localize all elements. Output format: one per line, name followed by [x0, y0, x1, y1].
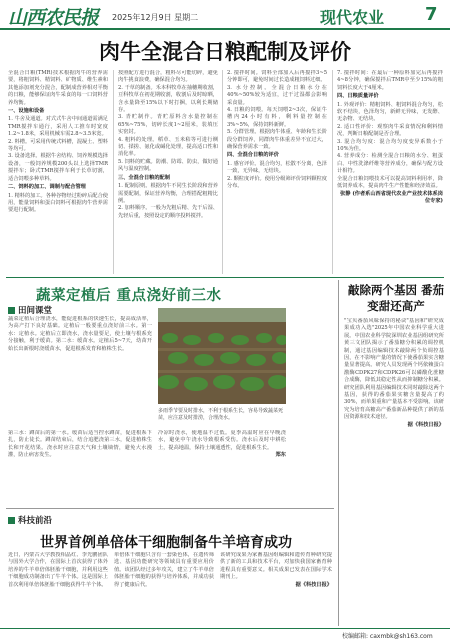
article1-col1-subhead1: 一、设施和设备 [8, 108, 45, 115]
vegetable-field-photo [158, 308, 286, 404]
article1-headline: 肉牛全混合日粮配制及评价 [99, 40, 351, 64]
article1-col3-p6: 1. 感官评价。混合均匀，松散不分离，色泽一致，无异味，无结块。 [227, 160, 327, 175]
article3-body [344, 318, 444, 622]
article3-body-text: "宝贝番茄风味保持的秘诀"基因和"研究成果成功入选"2025年中国农业科学重大进展。中国农业科学院深圳农业基因组研究所黄三文团队揭示了番茄糖分积累的调控机制，通过基因编辑技术敲除两个负调控基因，在不影响产量的情况下使番茄果实含糖量显著提高。研究人员发现两个钙依赖蛋白激酶CDPK27和CDPK26可以磷酸化蔗糖合成酶，降低其稳定性从而抑制糖分积累。研究团队利用基因编辑技术同时敲除这两个基因，获得的番茄果实糖含量提高了约30%，而单果重和产量基本不受影响。该研究为培育高糖高产番茄新品种提供了新的基因资源和技术途径。 [344, 318, 444, 421]
article1-col1-subhead2: 二、饲料的加工、调制与配合管理 [8, 184, 86, 191]
page-number: 7 [425, 4, 438, 25]
column-divider [332, 70, 333, 274]
section-divider [6, 277, 444, 278]
article1-col1-p1: 全混合日粮(TMR)技术根据肉牛的营养需要，将粗饲料、精饲料、矿物质、维生素和其他添加剂充分混合，配制成营养相对平衡的日粮，能够保证肉牛采食的每一口饲料营养均衡。 [8, 70, 108, 106]
square-bullet-icon [8, 517, 15, 524]
article1-col4-p2: 1. 外观评价：精粗饲料、粗饲料混合均匀，松软不结块，色泽均匀，新鲜无异味，无发酵、无杂物、无结块。 [337, 101, 443, 123]
article2-col2: 第三水：蹲苗后的第一水。缓苗后适当控水蹲苗，促进根系下扎，防止徒长。蹲苗结束后，结合追肥浇第三水，促进植株生长和开花结果。浇水时应注意天气和土壤墒情，避免大水漫灌，防止病害发生。 [8, 430, 152, 459]
column-divider [222, 70, 223, 274]
article1-col2-p4: 4. 粗料的处理。稻草、玉米秸等可进行铡切、揉搓、氨化或碱化处理，提高适口性和消化率。 [118, 136, 218, 158]
article1-col3-p1: 2. 搅拌时间。饲料全部加入后再搅拌3~5分钟即可，避免时间过长造成粗饲料过细。 [227, 70, 327, 84]
article2-tag [8, 304, 52, 316]
photo-caption: 多雨季节要及时排水，不利于根系生长，容易导致蔬菜死苗，应注意及时排涝，合理浇水。 [158, 408, 284, 421]
article2-byline: 郑东 [275, 452, 286, 459]
section-title: 现代农业 [320, 8, 385, 27]
vegetable-field-image [158, 308, 286, 404]
article4-byline: 据《科技日报》 [295, 581, 332, 588]
article1-col3 [227, 70, 327, 274]
article1-col2-p7: 2. 加料顺序。一般为先粗后精、先干后湿、先轻后重，按照设定的顺序投料搅拌。 [118, 205, 218, 219]
footer-editor-line: 校编邮箱: caxmbk@sh163.com [342, 633, 433, 640]
article1-col4-p1: 7. 搅拌时间：在最后一种原料加完后再搅拌4~8分钟，确保搅拌后TMR中至少15%的粗饲料长度大于4厘米。 [337, 70, 443, 91]
article1-col4 [337, 70, 443, 274]
column-divider [113, 70, 114, 274]
article4-tag [8, 514, 52, 526]
article1-col3-p3: 4. 日粮的饲喂。每天饲喂2~3次，保证牛槽内24小时有料，剩料量控制在3%~5%，保持饲料新鲜。 [227, 107, 327, 128]
dateline: 2025年12月9日 星期二 [112, 13, 199, 22]
article1-col3-p2: 3. 水分控制。全混合日粮水分在40%~50%较为适宜，过干过湿都会影响采食量。 [227, 84, 327, 106]
article4-col3 [220, 552, 332, 624]
article1-col4-subhead1: 四、日粮质量评价 [337, 93, 379, 100]
article1-col2-subhead1: 三、全混合日粮的配制 [118, 174, 170, 181]
article4-tag-label: 科技前沿 [18, 516, 53, 526]
masthead [0, 0, 450, 30]
square-bullet-icon [8, 307, 15, 314]
article2-headline: 蔬菜定植后 重点浇好前三水 [36, 288, 222, 304]
article1-col4-p6: 全混合日粮饲喂技术可以提高饲料利用率，降低饲养成本，提高肉牛生产性能和经济效益。 [337, 175, 443, 190]
article1-col4-p5: 4. 营养成分：检测全混合日粮的水分、粗蛋白、中性洗涤纤维等营养成分，确保与配方设计相符。 [337, 153, 443, 175]
article2-col3 [158, 430, 286, 500]
article1-col4-p4: 3. 混合均匀度：混合均匀度变异系数小于10%为佳。 [337, 138, 443, 153]
article1-col1-p3: 2. 料槽。可采用传统式料槽，混凝土、塑料等均可。 [8, 138, 108, 153]
article4-col2: 单倍体干细胞只含有一套染色体，在遗传筛选、基因功能研究等领域具有重要应用价值。该团队经过多年攻关，建立了牛羊单倍体胚胎干细胞的获得与培养体系，并成功获得了健康后代。 [114, 552, 214, 588]
section-divider [6, 508, 334, 509]
article2-tag-label: 田间课堂 [18, 306, 53, 316]
article3-headline: 敲除两个基因 番茄变甜还高产 [348, 283, 445, 313]
article1-col3-p4: 5. 分群管理。根据肉牛体重、年龄和生长阶段分群饲养，同群肉牛体重差异不宜过大，确保营养需求一致。 [227, 129, 327, 151]
page-footer [0, 628, 450, 641]
article1-col1-p2: 1. 牛舍及通道。对式式牛舍中间通道需满足TMR搅拌车通行，采用人工推车时宽度1.2~1.8米，采用机械车需2.8~3.5米宽。 [8, 116, 108, 138]
article1-col2 [118, 70, 218, 274]
article1-col2-p6: 1. 配制原则。根据肉牛不同生长阶段和营养需要配制，保证营养均衡，合理搭配粗精比例。 [118, 183, 218, 204]
article1-col4-p3: 2. 适口性评价：观察肉牛采食情况和剩料情况，判断日粮配制是否合理。 [337, 123, 443, 138]
article1-col1-p4: 3. 设备选择。根据牛舍结构、饲养规模选择设备，一般饲养规模200头以上选择TMR搅拌车；卧式TMR搅拌车利于长草切割，适合饲喂多种草料。 [8, 153, 108, 182]
article4-col3-text: 该研究成果为家畜基因组编辑和遗传育种研究提供了新的工具和技术平台，对加快我国家畜育种进程具有重要意义。相关成果已发表在国际学术期刊上。 [220, 552, 332, 581]
article1-col1 [8, 70, 108, 274]
article1-col2-p2: 2. 干草的制备。禾本科牧草在抽穗期收割，豆科牧草在初花期收割，收割后及时晾晒，含水量降至15%以下时打捆，以利长期储存。 [118, 84, 218, 114]
article2-col3-text: 冷凉时浇水，使地温不过低。夏季高温时应在早晚浇水，避免中午浇水导致根系受伤。浇水后及时中耕松土，提高地温，保持土壤通透性，促进根系生长。 [158, 430, 286, 451]
article1-col2-p5: 5. 饲料的贮藏。防潮、防霉、防虫，做好通风与温度控制。 [118, 158, 218, 173]
article1-byline: 张静 (作者系山西省现代农业产业技术体系岗位专家) [340, 190, 443, 204]
article1-col1-p5: 1. 精料的加工。各种谷物经过粉碎后配合使用，能量饲料和蛋白饲料可根据肉牛营养需要进行配制。 [8, 192, 108, 214]
article4-col1: 近日，内蒙古大学教授相晶红、李光鹏团队与国外大学合作，在国际上首次获得了体外培养的牛羊单倍体胚胎干细胞，并利用这些干细胞成功制备出了牛羊个体。这是国际上首次利用单倍体胚胎干细胞获得牛羊个体。 [8, 552, 108, 588]
article1-col2-p1: 按照配方进行混合，粗料尽可能切碎，避免肉牛挑食浪费，确保混合均匀。 [118, 70, 218, 84]
article1-col2-p3: 3. 青贮制作。青贮原料含水量控制在65%~75%，切碎长度1~2厘米，装填压实密封。 [118, 114, 218, 136]
newspaper-logo: 山西农民报 [8, 7, 99, 29]
article1-col3-subhead1: 四、全混合日粮的评价 [227, 152, 279, 159]
column-divider [338, 280, 339, 626]
article4-headline: 世界首例单倍体干细胞制备牛羊培育成功 [40, 535, 292, 551]
article1-col3-p7: 2. 颗粒度评价。使用分级筛评价饲料颗粒度分布。 [227, 175, 327, 190]
article3-byline: 据《科技日报》 [407, 421, 444, 428]
article2-col1: 蔬菜定植后合理浇水，能促进根系的快速生长，提高成活率，为高产打下良好基础。定植后一般要重点浇好前三水。第一水：定植水。定植后立即浇水，浇水量要足，使土壤与根系充分接触，利于缓苗。第二水：缓苗水。定植后5~7天，幼苗开始长出新根时浇缓苗水，促进根系发育和植株生长。 [8, 316, 152, 352]
